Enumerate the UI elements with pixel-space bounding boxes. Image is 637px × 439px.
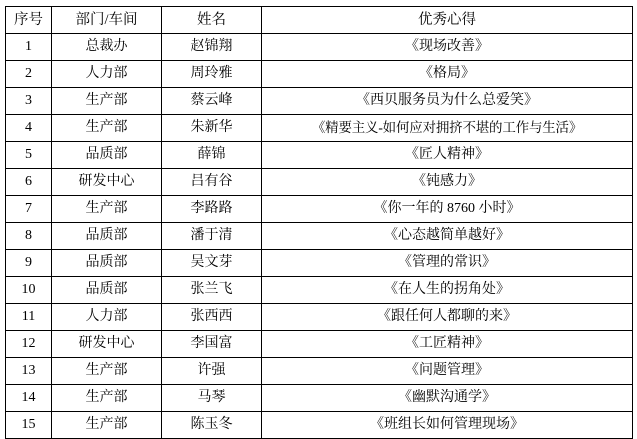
- table-row: [6, 412, 633, 439]
- cell-no: 12: [6, 331, 52, 358]
- cell-no: 10: [6, 277, 52, 304]
- cell-dept: 品质部: [52, 223, 162, 250]
- cell-no: 5: [6, 142, 52, 169]
- cell-name: 张西西: [162, 304, 262, 331]
- cell-dept: 生产部: [52, 115, 162, 142]
- cell-dept: 品质部: [52, 277, 162, 304]
- cell-note: 《现场改善》: [262, 34, 633, 61]
- column-header-name: 姓名: [162, 7, 262, 34]
- cell-no: 6: [6, 169, 52, 196]
- cell-note: 《在人生的拐角处》: [262, 277, 633, 304]
- cell-no: 15: [6, 412, 52, 439]
- reading-notes-table: [5, 6, 633, 439]
- cell-name: 张兰飞: [162, 277, 262, 304]
- table-row: [6, 385, 633, 412]
- cell-no: 4: [6, 115, 52, 142]
- cell-name: 吕有谷: [162, 169, 262, 196]
- cell-dept: 生产部: [52, 385, 162, 412]
- table-row: [6, 223, 633, 250]
- cell-name: 许强: [162, 358, 262, 385]
- cell-note: 《跟任何人都聊的来》: [262, 304, 633, 331]
- table-row: [6, 250, 633, 277]
- table-row: [6, 88, 633, 115]
- cell-name: 吴文芽: [162, 250, 262, 277]
- table-row: [6, 142, 633, 169]
- cell-note: 《班组长如何管理现场》: [262, 412, 633, 439]
- cell-note: 《格局》: [262, 61, 633, 88]
- cell-dept: 研发中心: [52, 169, 162, 196]
- cell-name: 陈玉冬: [162, 412, 262, 439]
- table-row: [6, 169, 633, 196]
- cell-note: 《工匠精神》: [262, 331, 633, 358]
- cell-dept: 研发中心: [52, 331, 162, 358]
- cell-no: 2: [6, 61, 52, 88]
- table-row: [6, 277, 633, 304]
- table-row: [6, 304, 633, 331]
- cell-name: 朱新华: [162, 115, 262, 142]
- cell-no: 13: [6, 358, 52, 385]
- cell-no: 11: [6, 304, 52, 331]
- cell-no: 9: [6, 250, 52, 277]
- table-row: [6, 115, 633, 142]
- cell-no: 1: [6, 34, 52, 61]
- cell-name: 马琴: [162, 385, 262, 412]
- cell-name: 潘于清: [162, 223, 262, 250]
- table-row: [6, 358, 633, 385]
- cell-note: 《你一年的 8760 小时》: [262, 196, 633, 223]
- cell-name: 周玲雅: [162, 61, 262, 88]
- cell-dept: 生产部: [52, 88, 162, 115]
- cell-note: 《问题管理》: [262, 358, 633, 385]
- cell-dept: 人力部: [52, 304, 162, 331]
- cell-note: 《精要主义-如何应对拥挤不堪的工作与生活》: [262, 115, 633, 142]
- cell-no: 3: [6, 88, 52, 115]
- cell-note: 《匠人精神》: [262, 142, 633, 169]
- cell-name: 薛锦: [162, 142, 262, 169]
- table-row: [6, 331, 633, 358]
- cell-dept: 生产部: [52, 412, 162, 439]
- cell-dept: 人力部: [52, 61, 162, 88]
- cell-note: 《心态越简单越好》: [262, 223, 633, 250]
- table-row: [6, 34, 633, 61]
- table-row: [6, 61, 633, 88]
- cell-dept: 品质部: [52, 142, 162, 169]
- cell-dept: 生产部: [52, 196, 162, 223]
- cell-note: 《幽默沟通学》: [262, 385, 633, 412]
- cell-dept: 总裁办: [52, 34, 162, 61]
- cell-dept: 品质部: [52, 250, 162, 277]
- cell-name: 赵锦翔: [162, 34, 262, 61]
- cell-name: 李路路: [162, 196, 262, 223]
- cell-note: 《西贝服务员为什么总爱笑》: [262, 88, 633, 115]
- cell-name: 蔡云峰: [162, 88, 262, 115]
- table-row: [6, 196, 633, 223]
- column-header-note: 优秀心得: [262, 7, 633, 34]
- cell-note: 《钝感力》: [262, 169, 633, 196]
- cell-note: 《管理的常识》: [262, 250, 633, 277]
- cell-no: 14: [6, 385, 52, 412]
- cell-name: 李国富: [162, 331, 262, 358]
- cell-no: 8: [6, 223, 52, 250]
- cell-no: 7: [6, 196, 52, 223]
- table-header-row: [6, 7, 633, 34]
- cell-dept: 生产部: [52, 358, 162, 385]
- column-header-dept: 部门/车间: [52, 7, 162, 34]
- column-header-no: 序号: [6, 7, 52, 34]
